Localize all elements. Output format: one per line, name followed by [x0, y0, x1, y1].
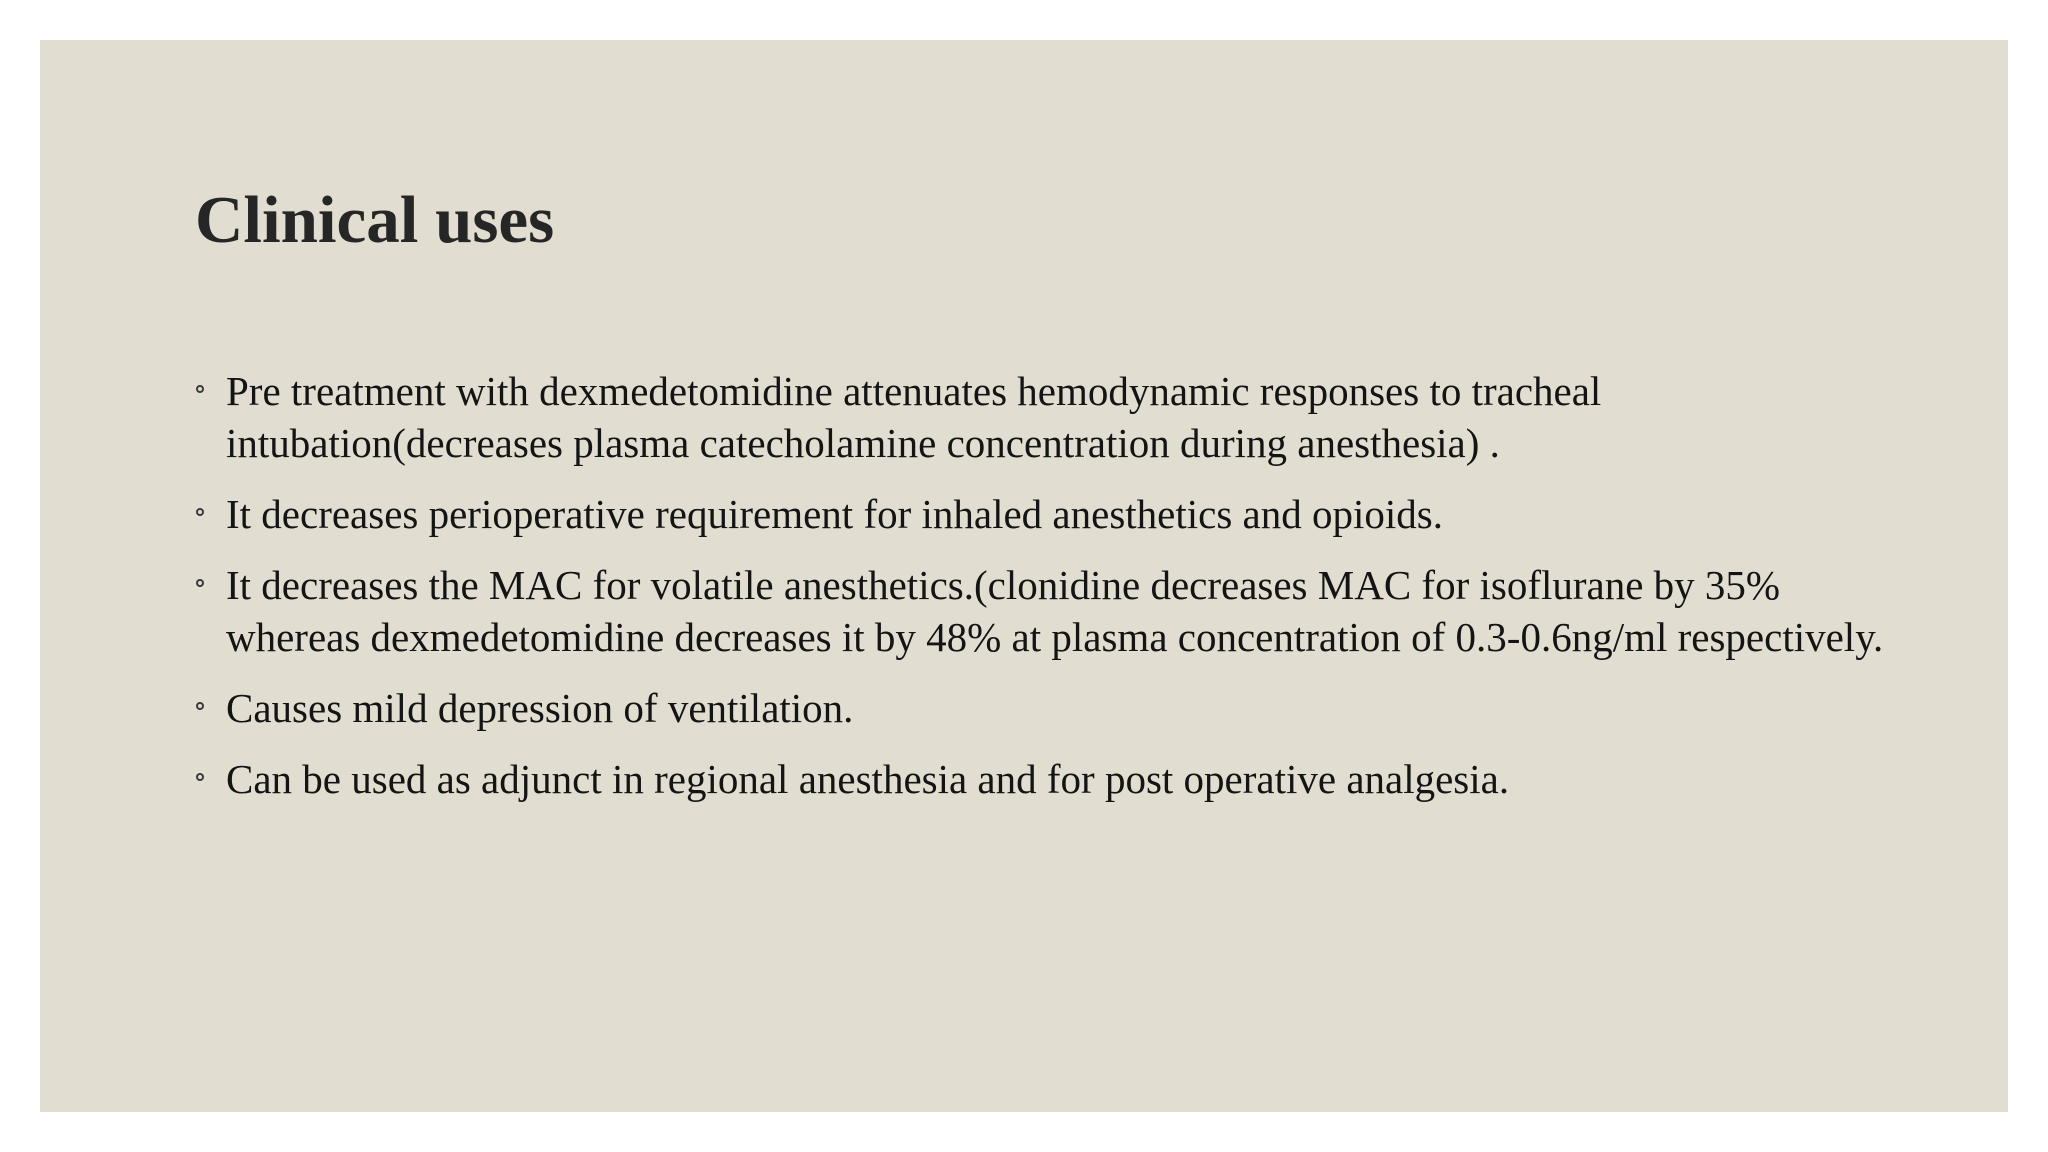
bullet-text: Can be used as adjunct in regional anesthesia and for post operative analgesia. — [226, 756, 1510, 802]
bullet-text: Pre treatment with dexmedetomidine attenuates hemodynamic responses to tracheal intubation(decreases plasma catecholamine concentration during anesthesia) . — [226, 368, 1602, 466]
bullet-text: It decreases perioperative requirement for inhaled anesthetics and opioids. — [226, 491, 1443, 537]
slide-title: Clinical uses — [195, 183, 555, 257]
slide — [40, 40, 2008, 1112]
bullet-circle-icon — [196, 702, 204, 710]
bullet-circle-icon — [196, 773, 204, 781]
list-item — [195, 753, 1915, 805]
bullet-text: Causes mild depression of ventilation. — [226, 685, 854, 731]
bullet-circle-icon — [196, 508, 204, 516]
bullet-text: It decreases the MAC for volatile anesthetics.(clonidine decreases MAC for isoflurane by 35% whereas dexmedetomidine decreases it by 48% at plasma concentration of 0.3-0.6ng/ml respectively. — [226, 562, 1884, 660]
bullet-circle-icon — [196, 385, 204, 393]
list-item — [195, 682, 1915, 734]
bullet-list — [195, 365, 1915, 824]
list-item — [195, 559, 1915, 663]
bullet-circle-icon — [196, 579, 204, 587]
list-item — [195, 488, 1915, 540]
list-item — [195, 365, 1915, 469]
